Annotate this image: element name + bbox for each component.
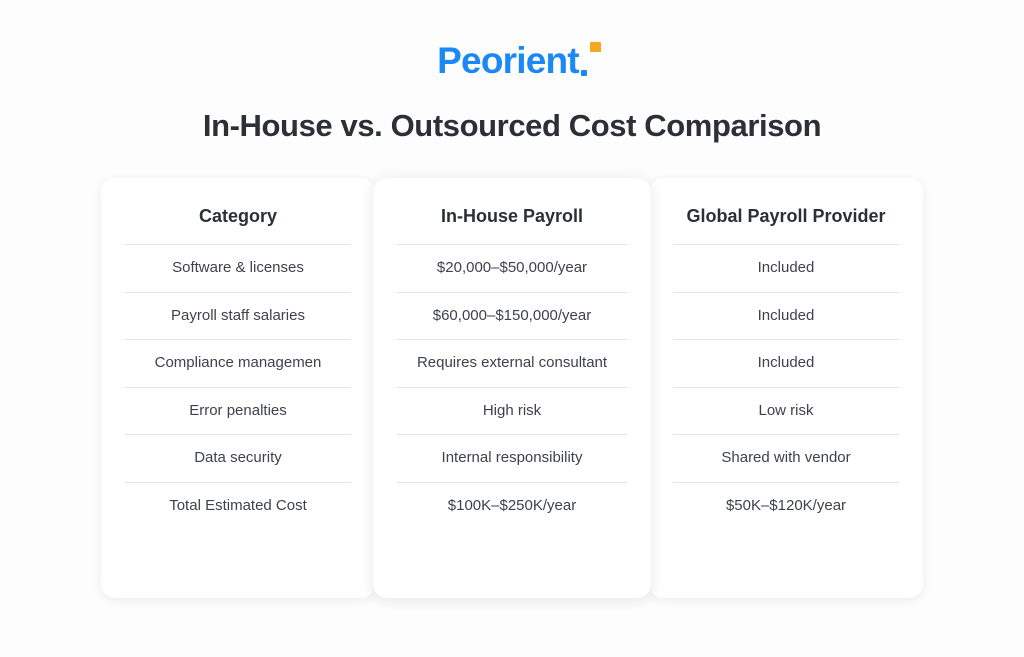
table-cell: $60,000–$150,000/year [397, 293, 627, 341]
brand-corner-mark-icon [590, 42, 601, 57]
table-cell: Included [673, 340, 899, 388]
column-header-in-house-payroll: In-House Payroll [397, 206, 627, 245]
table-cell: $20,000–$50,000/year [397, 245, 627, 293]
table-cell: $50K–$120K/year [725, 496, 847, 514]
table-cell: Requires external consultant [397, 340, 627, 388]
brand-period-icon [581, 70, 587, 76]
table-cell: Shared with vendor [673, 435, 899, 483]
comparison-table [101, 178, 923, 598]
table-cell: High risk [397, 388, 627, 436]
table-cell: Included [673, 245, 899, 293]
column-global-payroll-provider [649, 178, 923, 598]
table-cell: Low risk [673, 388, 899, 436]
table-cell: $100K–$250K/year [447, 496, 577, 514]
column-header-category: Category [125, 206, 351, 245]
page-title: In-House vs. Outsourced Cost Comparison [202, 108, 822, 143]
table-cell: Compliance managemen [125, 340, 351, 388]
column-in-house-payroll [373, 178, 651, 598]
table-cell: Total Estimated Cost [169, 496, 307, 514]
table-cell: Internal responsibility [397, 435, 627, 483]
table-cell: Included [673, 293, 899, 341]
table-cell: Payroll staff salaries [125, 293, 351, 341]
column-category [101, 178, 375, 598]
column-header-global-payroll-provider: Global Payroll Provider [673, 206, 899, 245]
table-cell: Data security [125, 435, 351, 483]
brand-name: Peorient [437, 40, 579, 81]
table-cell: Error penalties [125, 388, 351, 436]
brand-logo [437, 42, 587, 79]
table-cell: Software & licenses [125, 245, 351, 293]
